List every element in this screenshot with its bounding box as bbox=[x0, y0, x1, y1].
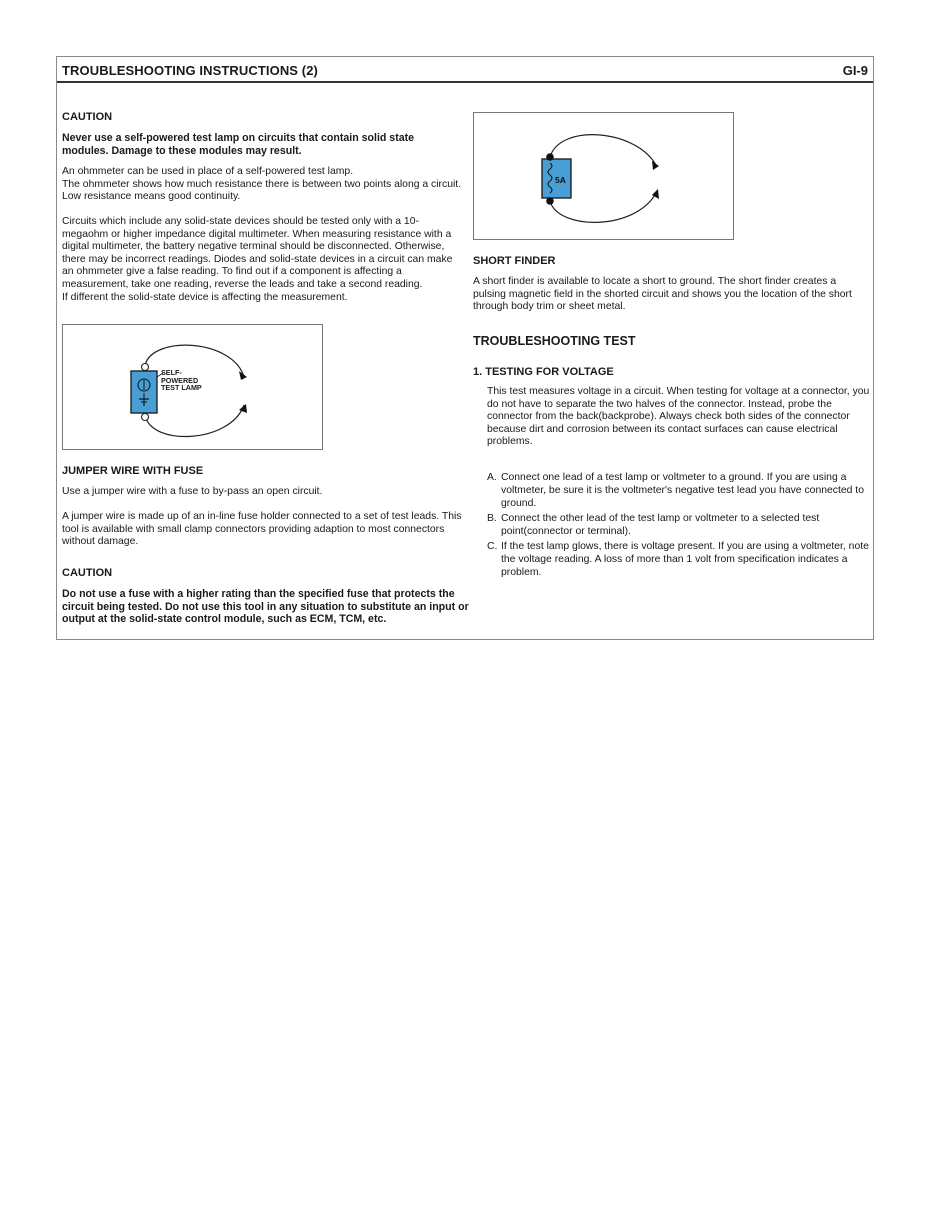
fuse-jumper-figure bbox=[473, 112, 734, 240]
label-line-1: SELF- bbox=[161, 368, 182, 377]
page-title: TROUBLESHOOTING INSTRUCTIONS (2) bbox=[62, 63, 318, 78]
step-text: Connect the other lead of the test lamp or voltmeter to a selected test point(connector or terminal). bbox=[501, 513, 820, 537]
fuse-rating-label: 5A bbox=[555, 175, 566, 185]
step-marker: C. bbox=[487, 541, 498, 552]
step-a bbox=[487, 471, 870, 510]
step-marker: A. bbox=[487, 472, 497, 483]
step-c bbox=[487, 540, 870, 579]
label-line-3: TEST LAMP bbox=[161, 383, 202, 393]
page-number: GI-9 bbox=[842, 63, 868, 78]
short-finder-heading: SHORT FINDER bbox=[473, 255, 556, 267]
step-b bbox=[487, 512, 870, 538]
caution-text-2: Do not use a fuse with a higher rating than the specified fuse that protects the circuit being tested. Do not use this tool in any situation to substitute an input or output at the solid-state control module, such as ECM, TCM, etc. bbox=[62, 588, 469, 626]
label-line-2: POWERED bbox=[161, 375, 199, 385]
caution-heading: CAUTION bbox=[62, 111, 113, 123]
caution-text: Never use a self-powered test lamp on circuits that contain solid state modules. Damage to these modules may result. bbox=[62, 132, 415, 157]
jumper-paragraph-1: Use a jumper wire with a fuse to by-pass an open circuit. bbox=[62, 486, 323, 497]
voltage-test-paragraph: This test measures voltage in a circuit. When testing for voltage at a connector, you do not have to separate the two halves of the connector. Instead, probe the connector from the back(backprobe). Always check both sides of the connector because dirt and corrosion between its contact surfaces can cause electrical problems. bbox=[487, 386, 870, 448]
troubleshooting-test-heading: TROUBLESHOOTING TEST bbox=[473, 334, 636, 348]
step-marker: B. bbox=[487, 513, 497, 524]
jumper-paragraph-2: A jumper wire is made up of an in-line fuse holder connected to a set of test leads. This tool is available with small clamp connectors providing adaption to most connectors without damage. bbox=[62, 511, 462, 548]
voltage-test-heading: 1. TESTING FOR VOLTAGE bbox=[473, 366, 614, 378]
short-finder-paragraph: A short finder is available to locate a short to ground. The short finder creates a pulsing magnetic field in the shorted circuit and shows you the location of the short through body trim or sheet metal. bbox=[473, 276, 852, 313]
page-header bbox=[57, 57, 873, 83]
test-lamp-figure bbox=[62, 324, 323, 450]
test-lamp-label bbox=[161, 369, 202, 392]
multimeter-paragraph: Circuits which include any solid-state devices should be tested only with a 10-megaohm or higher impedance digital multimeter. When measuring resistance with a digital multimeter, the battery negative terminal should be disconnected. Otherwise, there may be incorrect readings. Diodes and solid-state devices in a circuit can make an ohmmeter give a false reading. To find out if a component is affecting a measurement, take one reading, reverse the leads and take a second reading. If different the solid-state device is affecting the measurement. bbox=[62, 216, 453, 303]
ohmmeter-paragraph: An ohmmeter can be used in place of a self-powered test lamp. The ohmmeter shows how much resistance there is between two points along a circuit. Low resistance means good continuity. bbox=[62, 166, 462, 203]
test-lamp-body bbox=[131, 371, 157, 413]
jumper-heading: JUMPER WIRE WITH FUSE bbox=[62, 465, 204, 477]
step-text: If the test lamp glows, there is voltage present. If you are using a voltmeter, note the voltage reading. A loss of more than 1 volt from specification indicates a problem. bbox=[501, 541, 869, 578]
fuse-jumper-diagram bbox=[474, 113, 733, 239]
step-text: Connect one lead of a test lamp or voltmeter to a ground. If you are using a voltmeter, be sure it is the voltmeter's negative test lead you have connected to ground. bbox=[501, 472, 864, 509]
caution-heading-2: CAUTION bbox=[62, 567, 113, 579]
